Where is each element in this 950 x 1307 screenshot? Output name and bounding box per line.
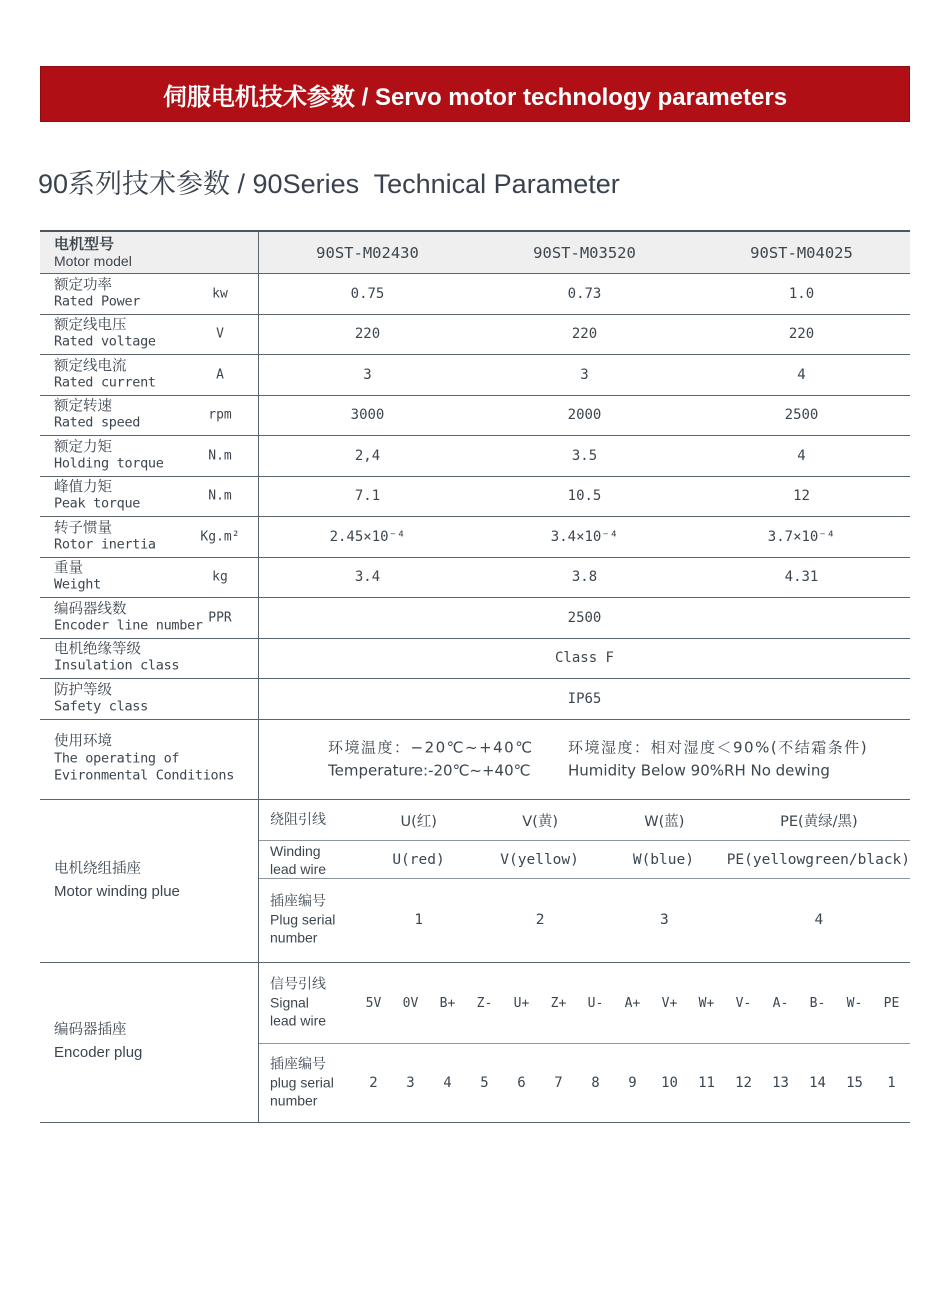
value-cell: A- (772, 995, 789, 1011)
temperature-zh: 环境温度：−20℃~+40℃ (328, 738, 534, 757)
spec-row-label-en: Rotor inertia (54, 536, 156, 553)
spec-row-label-zh: 额定线电压 (54, 317, 127, 334)
value-cell: 1 (887, 1074, 896, 1091)
value-cell-span: 2500 (567, 609, 602, 626)
header-label-en: Motor model (54, 253, 132, 270)
value-cell: V+ (661, 995, 678, 1011)
value-cell: 3.7×10⁻⁴ (767, 528, 836, 545)
value-cell-span: Class F (554, 650, 614, 667)
header-label (54, 235, 132, 269)
spec-row (40, 639, 910, 680)
value-cell: 2 (535, 912, 545, 928)
winding-label-zh: 电机绕组插座 (54, 860, 141, 877)
spec-row-values (259, 396, 910, 436)
value-cell: 2,4 (354, 447, 381, 464)
spec-row-label (54, 480, 140, 513)
spec-row-label (54, 520, 156, 553)
value-cell: V(黄) (522, 813, 559, 830)
model-name: 90ST-M03520 (533, 243, 636, 262)
winding-lead-zh-values (358, 800, 910, 841)
spec-row-label-zh: 额定功率 (54, 277, 112, 294)
encoder-plug-row (40, 1044, 910, 1122)
value-cell: PE (883, 995, 900, 1011)
spec-row-label (54, 399, 140, 432)
spec-row-unit: kw (212, 286, 228, 302)
spec-row-label-en: Insulation class (54, 657, 180, 674)
value-cell: 3.8 (571, 569, 598, 586)
value-cell: 2500 (784, 407, 819, 424)
spec-row-label-zh: 电机绝缘等级 (54, 641, 141, 658)
encoder-plug-values (355, 1044, 910, 1122)
model-name: 90ST-M02430 (316, 243, 419, 262)
spec-row-unit: kg (212, 569, 228, 585)
value-cell: 3 (363, 366, 372, 383)
winding-lead-en-values (358, 841, 910, 879)
spec-row (40, 477, 910, 518)
winding-lead-en-label (270, 841, 362, 877)
spec-row-values (259, 679, 910, 719)
value-cell: 4 (814, 912, 824, 928)
spec-row-label (54, 561, 101, 594)
winding-label-en: Motor winding plue (54, 883, 180, 901)
value-cell: W(蓝) (644, 813, 685, 830)
spec-row-label-zh: 防护等级 (54, 682, 112, 699)
encoder-plug-label-en-line2: number (270, 1092, 318, 1109)
environment-humidity (568, 737, 868, 782)
spec-row-values (259, 436, 910, 476)
encoder-signal-label-en-line2: lead wire (270, 1013, 327, 1030)
value-cell: 1.0 (788, 285, 815, 302)
value-cell: 0.75 (350, 285, 385, 302)
value-cell: 4 (443, 1074, 452, 1091)
spec-row-label-en: Rated Power (54, 293, 141, 310)
encoder-section-label (54, 1019, 142, 1065)
spec-row (40, 436, 910, 477)
spec-row-label (54, 642, 179, 675)
spec-row-unit: PPR (208, 610, 232, 626)
spec-row-label-zh: 额定线电流 (54, 358, 127, 375)
encoder-plug-label-en-line1: plug serial (270, 1074, 334, 1091)
spec-row-label-en: Rated voltage (54, 333, 156, 350)
winding-plug-label-en-line1: Plug serial (270, 911, 336, 928)
encoder-section (40, 963, 910, 1123)
winding-plug-values (358, 879, 910, 962)
spec-row (40, 558, 910, 599)
winding-lead-zh-row (40, 800, 910, 841)
spec-row-label-zh: 额定力矩 (54, 439, 112, 456)
environment-temperature (328, 737, 534, 782)
value-cell: 10.5 (567, 488, 602, 505)
value-cell: U(红) (400, 813, 437, 830)
value-cell: 7 (554, 1074, 563, 1091)
value-cell: 3.4 (354, 569, 381, 586)
spec-row-label-en: Weight (54, 576, 101, 593)
value-cell: 3 (659, 912, 669, 928)
spec-row-label-en: Rated current (54, 374, 156, 391)
encoder-signal-label-en-line1: Signal (270, 994, 309, 1011)
value-cell: V- (735, 995, 752, 1011)
value-cell: U+ (513, 995, 530, 1011)
winding-lead-zh-label (270, 811, 362, 829)
value-cell: Z+ (550, 995, 567, 1011)
spec-row-label (54, 277, 140, 310)
spec-row-unit: rpm (208, 407, 232, 423)
spec-row-label-zh: 编码器线数 (54, 601, 127, 618)
value-cell: 0V (402, 995, 419, 1011)
spec-row-label (54, 318, 156, 351)
value-cell: 11 (698, 1074, 715, 1091)
winding-section (40, 800, 910, 963)
humidity-en: Humidity Below 90%RH No dewing (568, 761, 830, 779)
value-cell-span: IP65 (567, 690, 602, 707)
encoder-plug-label (270, 1055, 362, 1110)
encoder-signal-values (355, 963, 910, 1044)
value-cell: 7.1 (354, 488, 381, 505)
value-cell: 2000 (567, 407, 602, 424)
section-title: 90系列技术参数 / 90Series Technical Parameter (38, 169, 620, 199)
value-cell: 12 (735, 1074, 752, 1091)
value-cell: 220 (571, 326, 598, 343)
environment-row (40, 720, 910, 800)
spec-row-label (54, 682, 148, 715)
value-cell: 14 (809, 1074, 826, 1091)
value-cell: 5V (365, 995, 382, 1011)
environment-label (54, 734, 234, 785)
value-cell: 6 (517, 1074, 526, 1091)
spec-row-label-en: Safety class (54, 698, 148, 715)
winding-section-label (54, 858, 180, 904)
value-cell: 0.73 (567, 285, 602, 302)
spec-rows (40, 274, 910, 720)
header-banner (40, 66, 910, 122)
spec-row (40, 396, 910, 437)
value-cell: B- (809, 995, 826, 1011)
encoder-signal-label-zh: 信号引线 (270, 976, 326, 993)
banner-title: 伺服电机技术参数 / Servo motor technology parameters (162, 83, 788, 111)
spec-row-label-en: Holding torque (54, 455, 164, 472)
spec-row-values (259, 355, 910, 395)
value-cell: PE(黄绿/黑) (780, 813, 858, 830)
value-cell: 5 (480, 1074, 489, 1091)
spec-row-unit: A (216, 367, 224, 383)
encoder-signal-label (270, 976, 362, 1031)
spec-row-unit: Kg.m² (200, 529, 240, 545)
value-cell: 3.5 (571, 447, 598, 464)
spec-row-label (54, 358, 156, 391)
value-cell: Z- (476, 995, 493, 1011)
value-cell: 4 (797, 447, 806, 464)
spec-row-unit: N.m (208, 488, 232, 504)
spec-row-label-en: Peak torque (54, 495, 141, 512)
winding-plug-label-zh: 插座编号 (270, 893, 326, 910)
spec-row-values (259, 517, 910, 557)
humidity-zh: 环境湿度：相对湿度＜90%(不结霜条件) (568, 738, 869, 757)
value-cell: A+ (624, 995, 641, 1011)
value-cell: 8 (591, 1074, 600, 1091)
value-cell: 12 (793, 488, 810, 505)
value-cell: W+ (698, 995, 715, 1011)
encoder-signal-row (40, 963, 910, 1044)
header-label-zh: 电机型号 (54, 234, 115, 253)
header-models (259, 232, 910, 273)
value-cell: 3000 (350, 407, 385, 424)
spec-row-unit: V (216, 326, 224, 342)
model-name: 90ST-M04025 (750, 243, 853, 262)
spec-row-label-en: Rated speed (54, 414, 141, 431)
spec-row-label-en: Encoder line number (54, 617, 203, 634)
spec-row (40, 355, 910, 396)
value-cell: 3 (406, 1074, 415, 1091)
value-cell: W(blue) (632, 851, 694, 868)
spec-row-label-zh: 重量 (54, 560, 83, 577)
winding-lead-zh-label-text: 绕阻引线 (270, 811, 326, 828)
winding-plug-label-en-line2: number (270, 930, 318, 947)
spec-row-values (259, 274, 910, 314)
value-cell: 2 (369, 1074, 378, 1091)
value-cell: 13 (772, 1074, 789, 1091)
spec-row (40, 598, 910, 639)
encoder-plug-label-zh: 插座编号 (270, 1056, 326, 1073)
value-cell: 220 (788, 326, 815, 343)
value-cell: 9 (628, 1074, 637, 1091)
spec-row-label (54, 601, 203, 634)
temperature-en: Temperature:-20℃~+40℃ (328, 761, 531, 779)
environment-label-en-line2: Evironmental Conditions (54, 767, 235, 784)
spec-row-label-zh: 峰值力矩 (54, 479, 112, 496)
spec-row-values (259, 315, 910, 355)
value-cell: 10 (661, 1074, 678, 1091)
spec-row (40, 679, 910, 720)
value-cell: 1 (414, 912, 424, 928)
environment-label-zh: 使用环境 (54, 733, 112, 750)
value-cell: U(red) (392, 851, 445, 868)
value-cell: 4 (797, 366, 806, 383)
spec-row-values (259, 639, 910, 679)
value-cell: 220 (354, 326, 381, 343)
value-cell: 2.45×10⁻⁴ (329, 528, 406, 545)
spec-row-label-zh: 转子惯量 (54, 520, 112, 537)
spec-row-values (259, 598, 910, 638)
value-cell: PE(yellowgreen/black) (726, 851, 911, 868)
encoder-label-en: Encoder plug (54, 1044, 143, 1062)
value-cell: B+ (439, 995, 456, 1011)
spec-row (40, 517, 910, 558)
value-cell: 3.4×10⁻⁴ (550, 528, 619, 545)
value-cell: 4.31 (784, 569, 819, 586)
winding-lead-en-label-line1: Winding (270, 842, 321, 859)
spec-table (40, 230, 910, 1123)
value-cell: V(yellow) (500, 851, 579, 868)
spec-row-unit: N.m (208, 448, 232, 464)
value-cell: 3 (580, 366, 589, 383)
winding-lead-en-label-line2: lead wire (270, 860, 327, 877)
environment-label-en (54, 751, 234, 785)
spec-row-label-zh: 额定转速 (54, 398, 112, 415)
table-column-divider (258, 232, 259, 1123)
winding-plug-label (270, 893, 362, 948)
spec-row-values (259, 558, 910, 598)
value-cell: U- (587, 995, 604, 1011)
value-cell: 15 (846, 1074, 863, 1091)
spec-row-label (54, 439, 164, 472)
encoder-label-zh: 编码器插座 (54, 1022, 127, 1039)
value-cell: W- (846, 995, 863, 1011)
spec-row (40, 315, 910, 356)
table-header-row (40, 232, 910, 274)
spec-row-values (259, 477, 910, 517)
spec-row (40, 274, 910, 315)
environment-label-en-line1: The operating of (54, 750, 180, 767)
